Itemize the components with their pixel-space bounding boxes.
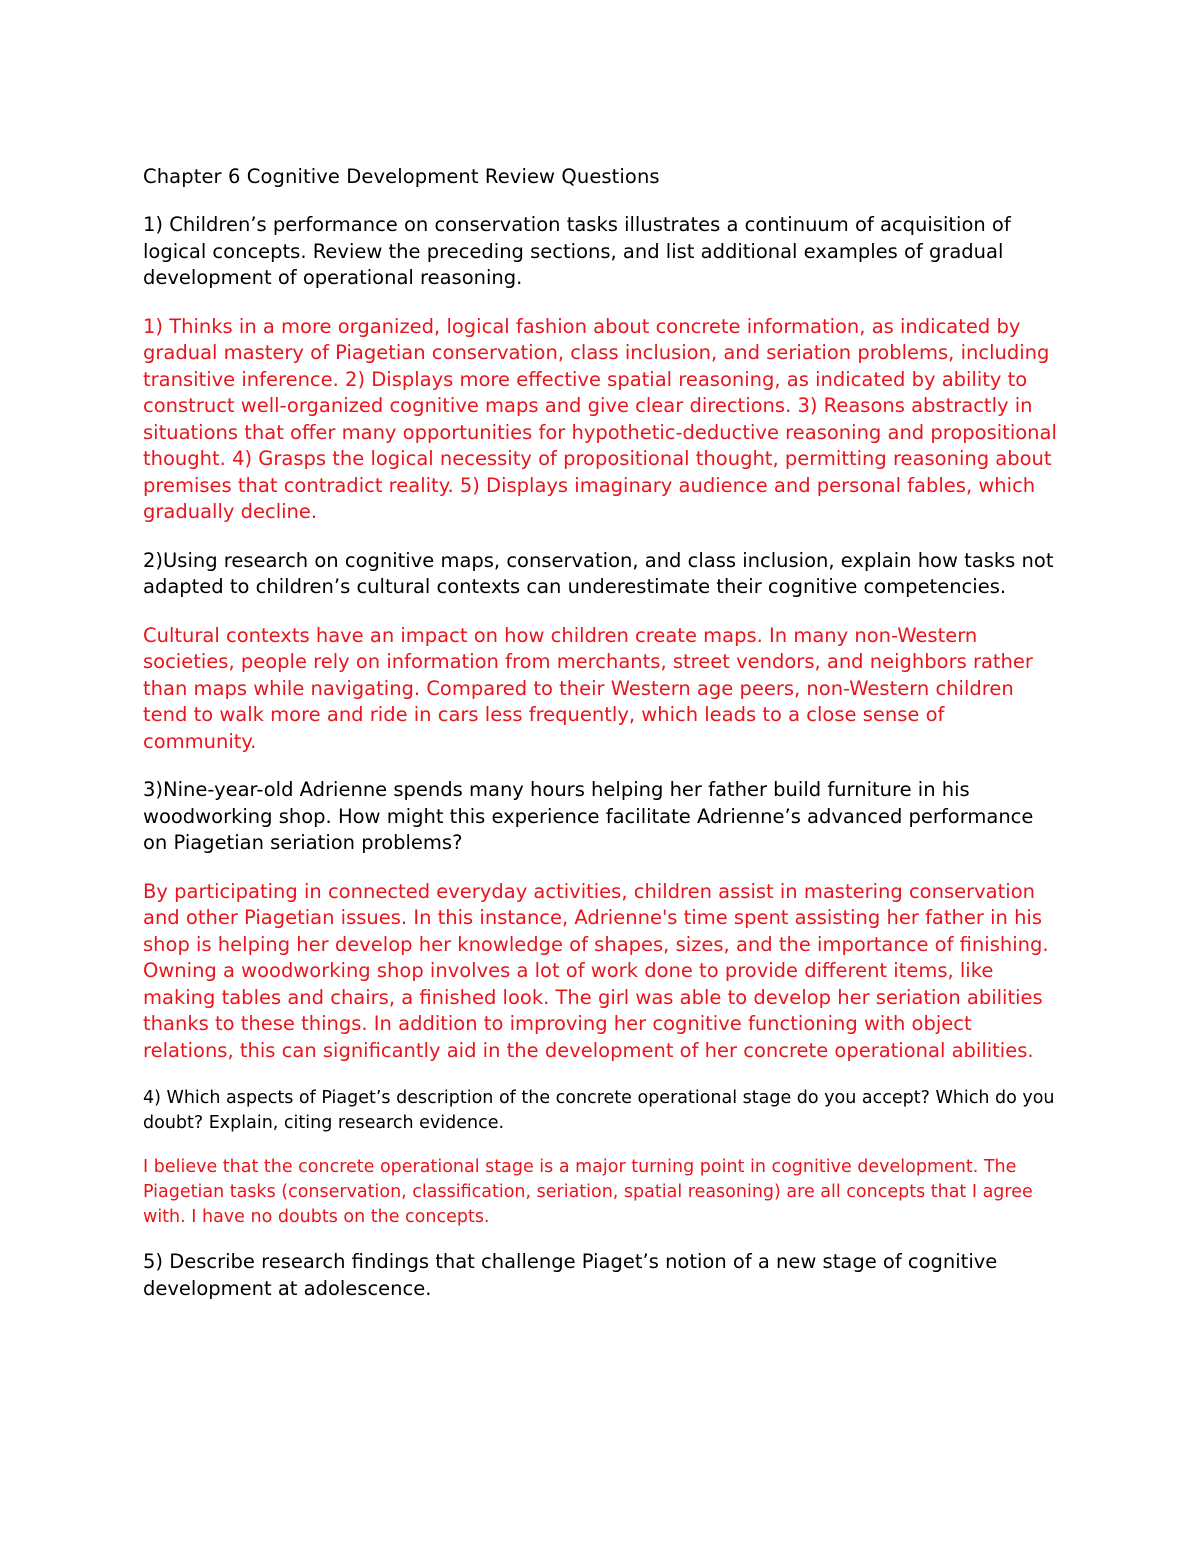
answer-3: By participating in connected everyday activities, children assist in mastering conservation and other Piagetian issues. In this instance, Adrienne's time spent assisting her father in his shop is helping her develop her knowledge of shapes, sizes, and the importance of finishing. Owning a woodworking shop involves a lot of work done to provide different items, like making tables and chairs, a finished look. The girl was able to develop her seriation abilities thanks to these things. In addition to improving her cognitive functioning with object relations, this can significantly aid in the development of her concrete operational abilities.: [143, 879, 1049, 1062]
question-1: 1) Children’s performance on conservation tasks illustrates a continuum of acquisition of logical concepts. Review the preceding sections, and list additional examples of gradual development of operational reasoning.: [143, 213, 1011, 289]
answer-4: I believe that the concrete operational stage is a major turning point in cognitive development. The Piagetian tasks (conservation, classification, seriation, spatial reasoning) are all concepts that I agree with. I have no doubts on the concepts.: [143, 1157, 1033, 1227]
question-3: 3)Nine-year-old Adrienne spends many hours helping her father build furniture in his woodworking shop. How might this experience facilitate Adrienne’s advanced performance on Piagetian seriation problems?: [143, 778, 1034, 854]
document-page: [143, 164, 1058, 1324]
question-2: 2)Using research on cognitive maps, conservation, and class inclusion, explain how tasks not adapted to children’s cultural contexts can underestimate their cognitive competencies.: [143, 548, 1054, 598]
question-4: 4) Which aspects of Piaget’s description of the concrete operational stage do you accept? Which do you doubt? Explain, citing research evidence.: [143, 1088, 1055, 1133]
question-5: 5) Describe research findings that challenge Piaget’s notion of a new stage of cognitive development at adolescence.: [143, 1250, 998, 1300]
document-title: Chapter 6 Cognitive Development Review Questions: [143, 165, 660, 188]
answer-2: Cultural contexts have an impact on how children create maps. In many non-Western societies, people rely on information from merchants, street vendors, and neighbors rather than maps while navigating. Compared to their Western age peers, non-Western children tend to walk more and ride in cars less frequently, which leads to a close sense of community.: [143, 623, 1033, 753]
answer-1: 1) Thinks in a more organized, logical fashion about concrete information, as indicated by gradual mastery of Piagetian conservation, class inclusion, and seriation problems, including transitive inference. 2) Displays more effective spatial reasoning, as indicated by ability to construct well-organized cognitive maps and give clear directions. 3) Reasons abstractly in situations that offer many opportunities for hypothetic-deductive reasoning and propositional thought. 4) Grasps the logical necessity of propositional thought, permitting reasoning about premises that contradict reality. 5) Displays imaginary audience and personal fables, which gradually decline.: [143, 314, 1057, 523]
